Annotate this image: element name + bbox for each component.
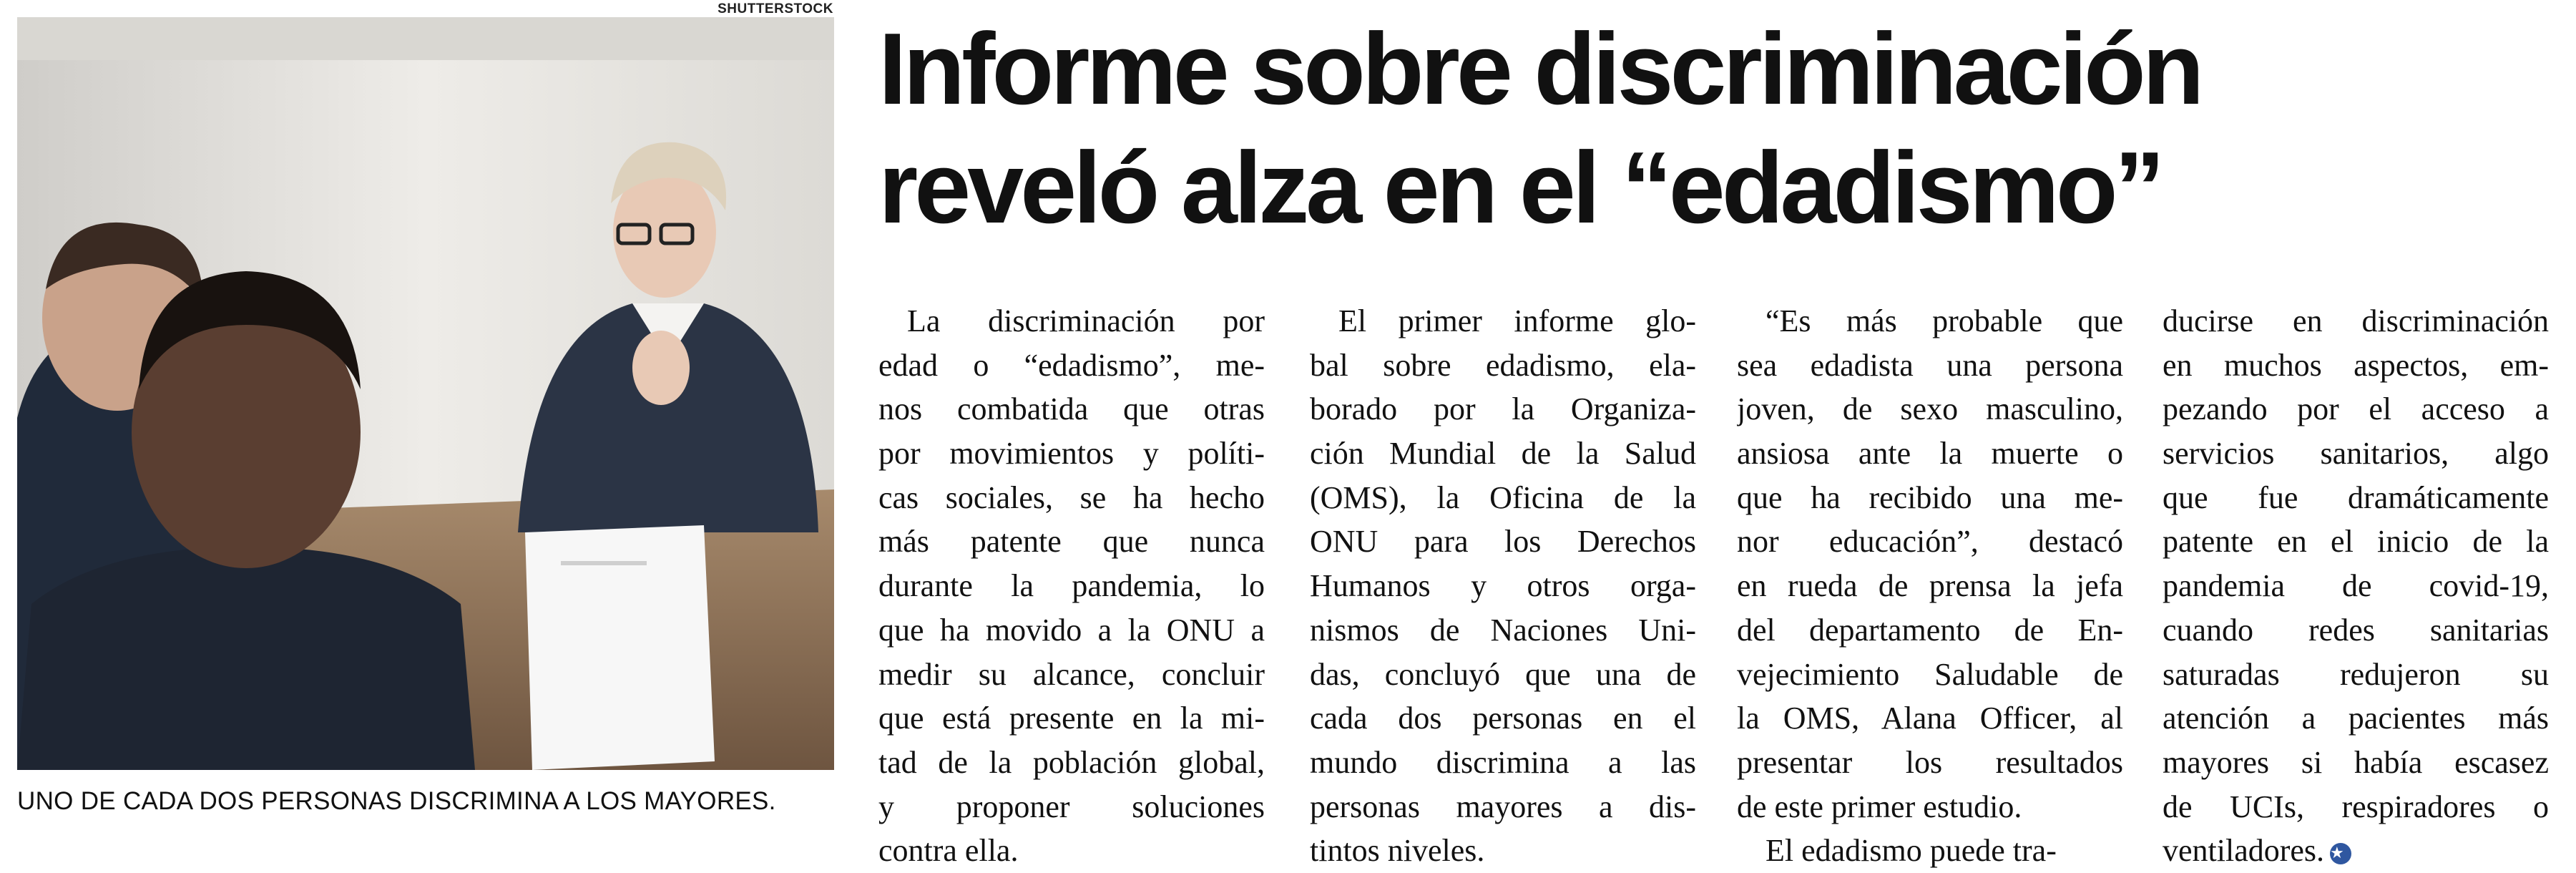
column-line: mundo discrimina a las (1310, 744, 1696, 780)
column-line: personas mayores a dis- (1310, 789, 1696, 824)
article-column-2 (1310, 299, 1696, 873)
headline (878, 10, 2552, 248)
column-line: bal sobre edadismo, ela- (1310, 347, 1696, 383)
column-line: cuando redes sanitarias (2163, 612, 2549, 648)
column-line: ONU para los Derechos (1310, 524, 1696, 560)
column-line: medir su alcance, concluir (878, 656, 1265, 692)
column-line: El edadismo puede tra- (1766, 833, 2057, 869)
column-line: cada dos personas en el (1310, 701, 1696, 736)
headline-line-2: reveló alza en el “edadismo” (878, 131, 2162, 245)
column-line: tintos niveles. (1310, 833, 1485, 869)
column-line: atención a pacientes más (2163, 701, 2549, 736)
column-line: que está presente en la mi- (878, 701, 1265, 736)
column-line: saturadas redujeron su (2163, 656, 2549, 692)
column-line: ducirse en discriminación (2163, 303, 2549, 338)
article-column-3 (1737, 299, 2123, 873)
photo-credit: SHUTTERSTOCK (718, 1, 833, 16)
column-line: y proponer soluciones (878, 789, 1265, 824)
column-line: pezando por el acceso a (2163, 391, 2549, 427)
column-line: borado por la Organiza- (1310, 391, 1696, 427)
column-line: mayores si había escasez (2163, 744, 2549, 780)
column-line: (OMS), la Oficina de la (1310, 479, 1696, 515)
column-line: servicios sanitarios, algo (2163, 436, 2549, 472)
column-line: ción Mundial de la Salud (1310, 436, 1696, 472)
column-line: ventiladores. ★ (2163, 829, 2549, 873)
column-line: El primer informe glo- (1338, 303, 1696, 338)
column-line: La discriminación por (907, 303, 1265, 338)
column-line: contra ella. (878, 833, 1019, 869)
column-line: que ha recibido una me- (1737, 479, 2123, 515)
column-line: pandemia de covid-19, (2163, 568, 2549, 604)
column-line: cas sociales, se ha hecho (878, 479, 1265, 515)
column-line: vejecimiento Saludable de (1737, 656, 2123, 692)
column-line: durante la pandemia, lo (878, 568, 1265, 604)
column-line: patente en el inicio de la (2163, 524, 2549, 560)
column-line: del departamento de En- (1737, 612, 2123, 648)
column-line: edad o “edadismo”, me- (878, 347, 1265, 383)
column-line: “Es más probable que (1766, 303, 2123, 338)
column-line: ansiosa ante la muerte o (1737, 436, 2123, 472)
star-end-icon: ★ (2330, 843, 2351, 864)
column-line: Humanos y otros orga- (1310, 568, 1696, 604)
column-line: que ha movido a la ONU a (878, 612, 1265, 648)
article-column-1 (878, 299, 1265, 873)
column-line: la OMS, Alana Officer, al (1737, 701, 2123, 736)
column-line: en rueda de prensa la jefa (1737, 568, 2123, 604)
column-line: tad de la población global, (878, 744, 1265, 780)
column-line: que fue dramáticamente (2163, 479, 2549, 515)
column-line: más patente que nunca (878, 524, 1265, 560)
article-photo (17, 17, 834, 770)
column-line: por movimientos y políti- (878, 436, 1265, 472)
column-line: das, concluyó que una de (1310, 656, 1696, 692)
column-line: nos combatida que otras (878, 391, 1265, 427)
column-line: presentar los resultados (1737, 744, 2123, 780)
column-line: nor educación”, destacó (1737, 524, 2123, 560)
column-line: joven, de sexo masculino, (1737, 391, 2123, 427)
column-line: de este primer estudio. (1737, 789, 2022, 824)
headline-line-1: Informe sobre discriminación (878, 12, 2201, 126)
column-line: nismos de Naciones Uni- (1310, 612, 1696, 648)
column-line: sea edadista una persona (1737, 347, 2123, 383)
column-line: en muchos aspectos, em- (2163, 347, 2549, 383)
article-column-4 (2163, 299, 2549, 873)
column-line: de UCIs, respiradores o (2163, 789, 2549, 824)
photo-caption: UNO DE CADA DOS PERSONAS DISCRIMINA A LOS MAYORES. (17, 787, 776, 815)
